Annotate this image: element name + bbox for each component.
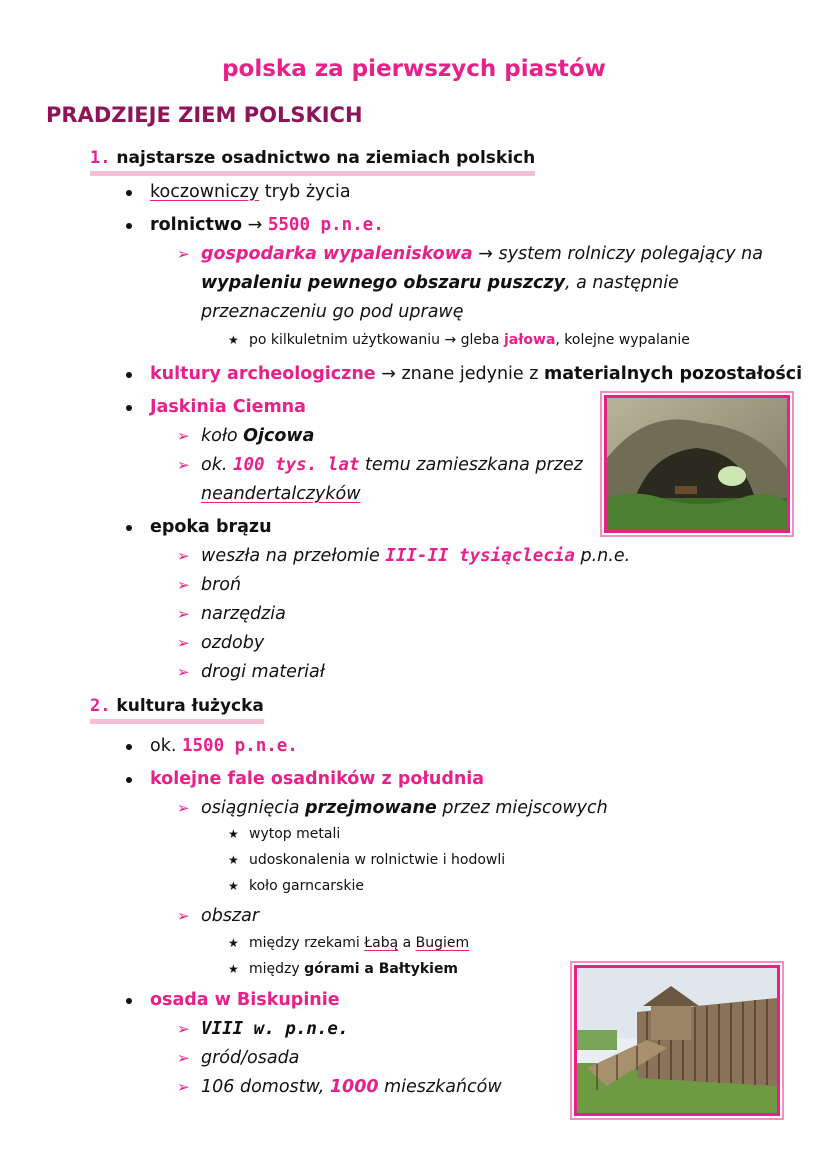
text: , a następnie — [565, 273, 679, 293]
arrow-bullet-icon: ➢ — [177, 1049, 190, 1067]
list-item-osiagniecia — [201, 797, 608, 819]
section-heading: PRADZIEJE ZIEM POLSKICH — [46, 103, 363, 127]
list-item-jaskinia: Jaskinia Ciemna — [150, 397, 306, 417]
list-item-narzedzia: narzędzia — [201, 604, 286, 624]
arrow-bullet-icon: ➢ — [177, 245, 190, 263]
list-item-gospodarka-cont2: przeznaczeniu go pod uprawę — [201, 302, 464, 322]
list-item-neandertal — [201, 483, 361, 505]
arrow-bullet-icon: ➢ — [177, 663, 190, 681]
star-bullet-icon: ★ — [228, 853, 239, 867]
star-bullet-icon: ★ — [228, 879, 239, 893]
bullet-icon — [126, 372, 132, 378]
date-100tys: 100 tys. lat — [232, 455, 360, 475]
star-bullet-icon: ★ — [228, 333, 239, 347]
arrow-bullet-icon: ➢ — [177, 634, 190, 652]
list-item-viii: VIII w. p.n.e. — [201, 1019, 349, 1039]
subsection-2-heading — [90, 696, 264, 724]
list-item-domostw — [201, 1076, 502, 1098]
list-item-rolnictwo — [150, 214, 384, 236]
list-item-udoskonalenia: udoskonalenia w rolnictwie i hodowli — [249, 852, 506, 868]
subsection-2-title: kultura łużycka — [116, 696, 264, 716]
text: a — [398, 935, 416, 951]
list-item-ojcow — [201, 425, 314, 447]
list-item-wytop: wytop metali — [249, 826, 341, 842]
list-item-ozdoby: ozdoby — [201, 633, 265, 653]
list-item-gospodarka-cont — [201, 272, 679, 294]
text: tryb życia — [259, 182, 351, 202]
text: temu zamieszkana przez — [359, 455, 583, 475]
list-item-jalowa — [249, 331, 690, 349]
list-item-grod: gród/osada — [201, 1048, 300, 1068]
term-koczowniczy: koczowniczy — [150, 182, 260, 202]
text: przez miejscowych — [436, 798, 608, 818]
bullet-icon — [126, 998, 132, 1004]
text: ok. — [201, 455, 233, 475]
subsection-1-title: najstarsze osadnictwo na ziemiach polskich — [116, 148, 536, 168]
list-item-fale: kolejne fale osadników z południa — [150, 769, 485, 789]
list-item-gory — [249, 960, 458, 978]
list-item-drogi: drogi materiał — [201, 662, 325, 682]
list-item-1500 — [150, 735, 298, 757]
biskupin-photo — [574, 965, 780, 1116]
text-bold: górami a Bałtykiem — [304, 961, 459, 977]
term-jalowa: jałowa — [503, 332, 556, 348]
arrow-right-icon: → — [472, 244, 499, 264]
arrow-bullet-icon: ➢ — [177, 576, 190, 594]
term-neandertal: neandertalczyków — [201, 484, 361, 504]
list-item-kultury — [150, 363, 802, 385]
term-laba: Łabą — [364, 935, 399, 951]
date-iii-ii: III-II tysiąclecia — [385, 546, 575, 566]
star-bullet-icon: ★ — [228, 827, 239, 841]
bullet-icon — [126, 223, 132, 229]
arrow-right-icon: → — [375, 364, 402, 384]
text: znane jedynie z — [401, 364, 544, 384]
term-kultury: kultury archeologiczne — [150, 364, 376, 384]
arrow-bullet-icon: ➢ — [177, 799, 190, 817]
list-item-epoka: epoka brązu — [150, 517, 272, 537]
text: system rolniczy polegający na — [498, 244, 763, 264]
arrow-bullet-icon: ➢ — [177, 1078, 190, 1096]
subsection-1-heading — [90, 148, 535, 176]
bullet-icon — [126, 777, 132, 783]
arrow-right-icon: → — [242, 215, 268, 235]
list-item-biskupin: osada w Biskupinie — [150, 990, 340, 1010]
term-rolnictwo: rolnictwo — [150, 215, 243, 235]
text: ok. — [150, 736, 182, 756]
text: mieszkańców — [378, 1077, 502, 1097]
arrow-bullet-icon: ➢ — [177, 427, 190, 445]
biskupin-image — [577, 968, 777, 1113]
list-item-koczowniczy — [150, 181, 351, 203]
list-item-rzeki — [249, 934, 469, 952]
bullet-icon — [126, 190, 132, 196]
star-bullet-icon: ★ — [228, 962, 239, 976]
list-item-gospodarka — [201, 243, 763, 265]
text-bold: wypaleniu pewnego obszaru puszczy — [201, 273, 566, 293]
text: między — [249, 961, 305, 977]
text-bold: materialnych pozostałości — [544, 364, 803, 384]
date-5500: 5500 p.n.e. — [267, 215, 384, 235]
text: między rzekami — [249, 935, 365, 951]
term-gospodarka: gospodarka wypaleniskowa — [201, 244, 473, 264]
cave-photo — [604, 395, 790, 533]
term-bug: Bugiem — [415, 935, 470, 951]
subsection-2-number: 2. — [90, 696, 111, 716]
arrow-bullet-icon: ➢ — [177, 1020, 190, 1038]
text: koło — [201, 426, 244, 446]
number-1000: 1000 — [329, 1077, 379, 1097]
list-item-kolo: koło garncarskie — [249, 878, 364, 894]
date-1500: 1500 p.n.e. — [181, 736, 298, 756]
text: 106 domostw, — [201, 1077, 330, 1097]
text-bold: przejmowane — [305, 798, 437, 818]
text-bold: Ojcowa — [243, 426, 315, 446]
list-item-przelom — [201, 545, 630, 567]
text: p.n.e. — [574, 546, 631, 566]
list-item-100tys — [201, 454, 583, 476]
bullet-icon — [126, 525, 132, 531]
arrow-bullet-icon: ➢ — [177, 456, 190, 474]
text: osiągnięcia — [201, 798, 306, 818]
bullet-icon — [126, 405, 132, 411]
list-item-obszar: obszar — [201, 906, 260, 926]
subsection-1-number: 1. — [90, 148, 111, 168]
arrow-bullet-icon: ➢ — [177, 547, 190, 565]
bullet-icon — [126, 744, 132, 750]
text: , kolejne wypalanie — [555, 332, 690, 348]
arrow-bullet-icon: ➢ — [177, 907, 190, 925]
text: po kilkuletnim użytkowaniu → gleba — [249, 332, 504, 348]
text: weszła na przełomie — [201, 546, 386, 566]
arrow-bullet-icon: ➢ — [177, 605, 190, 623]
list-item-bron: broń — [201, 575, 242, 595]
cave-image — [607, 398, 787, 530]
page-title: polska za pierwszych piastów — [222, 56, 606, 82]
star-bullet-icon: ★ — [228, 936, 239, 950]
